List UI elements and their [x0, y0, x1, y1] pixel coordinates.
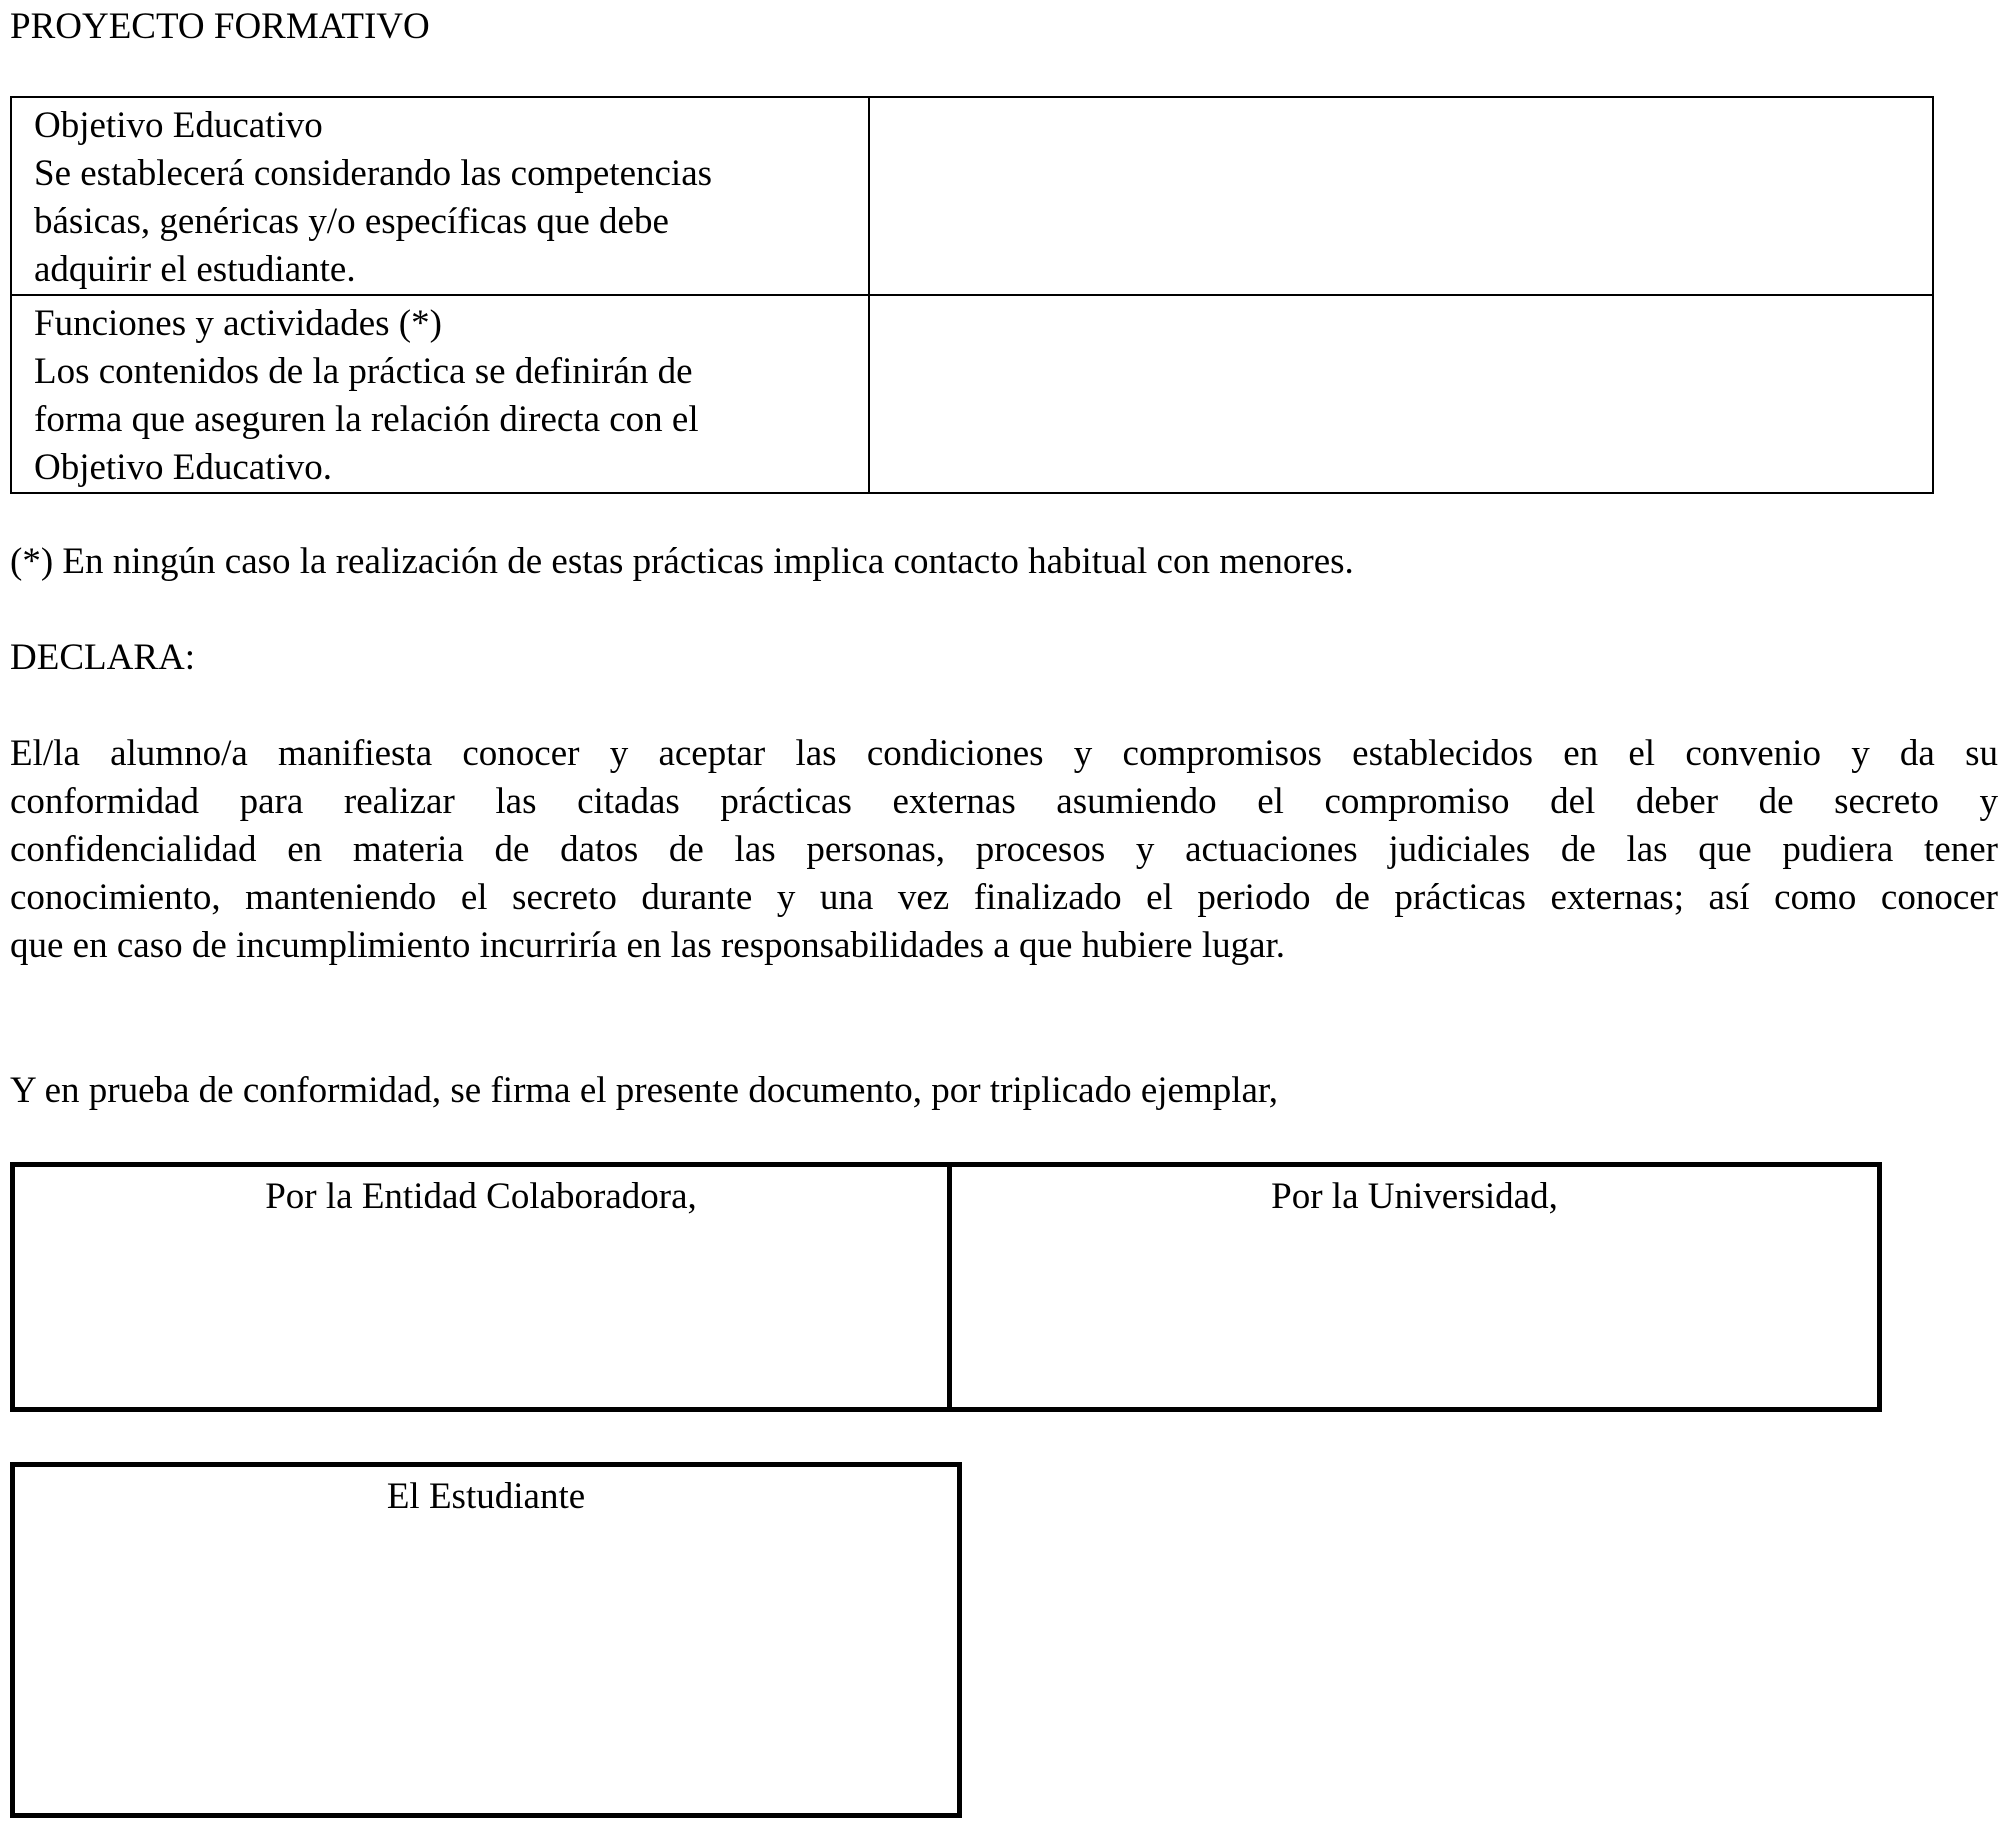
document-title: PROYECTO FORMATIVO — [10, 6, 430, 47]
entity-signature-box[interactable] — [13, 1165, 950, 1410]
declaration-line: conocimiento, manteniendo el secreto durante y una vez finalizado el periodo de prácticas externas; así como conocer — [10, 877, 1998, 918]
funciones-label-cell — [11, 295, 869, 493]
funciones-value-cell[interactable] — [869, 295, 1933, 493]
student-signature-box[interactable] — [10, 1462, 962, 1818]
objetivo-title: Objetivo Educativo — [34, 105, 323, 146]
signature-table — [10, 1162, 1882, 1412]
university-signature-box[interactable] — [950, 1165, 1880, 1410]
footnote: (*) En ningún caso la realización de estas prácticas implica contacto habitual con menores. — [10, 541, 1354, 582]
declaration-paragraph — [10, 730, 1998, 970]
entity-signature-label: Por la Entidad Colaboradora, — [265, 1176, 697, 1217]
university-signature-label: Por la Universidad, — [1271, 1176, 1558, 1217]
declara-heading: DECLARA: — [10, 637, 195, 678]
conformity-statement: Y en prueba de conformidad, se firma el presente documento, por triplicado ejemplar, — [10, 1070, 1279, 1111]
funciones-title: Funciones y actividades (*) — [34, 303, 442, 344]
table-row-funciones — [11, 295, 1933, 493]
funciones-description-line: Objetivo Educativo. — [34, 447, 332, 488]
declaration-line: El/la alumno/a manifiesta conocer y aceptar las condiciones y compromisos establecidos en el convenio y da su — [10, 733, 1998, 774]
declaration-line: confidencialidad en materia de datos de las personas, procesos y actuaciones judiciales de las que pudiera tener — [10, 829, 1998, 870]
signature-row — [13, 1165, 1880, 1410]
objetivo-description-line: básicas, genéricas y/o específicas que debe — [34, 201, 669, 242]
student-signature-label: El Estudiante — [386, 1476, 586, 1517]
table-row-objetivo — [11, 97, 1933, 295]
proyecto-formativo-table — [10, 96, 1934, 494]
objetivo-description-line: Se establecerá considerando las competencias — [34, 153, 713, 194]
objetivo-description-line: adquirir el estudiante. — [34, 249, 356, 290]
objetivo-label-cell — [11, 97, 869, 295]
declaration-line: que en caso de incumplimiento incurriría en las responsabilidades a que hubiere lugar. — [10, 925, 1286, 966]
funciones-description-line: Los contenidos de la práctica se definirán de — [34, 351, 693, 392]
declaration-line: conformidad para realizar las citadas prácticas externas asumiendo el compromiso del deber de secreto y — [10, 781, 1998, 822]
funciones-description-line: forma que aseguren la relación directa con el — [34, 399, 699, 440]
objetivo-value-cell[interactable] — [869, 97, 1933, 295]
